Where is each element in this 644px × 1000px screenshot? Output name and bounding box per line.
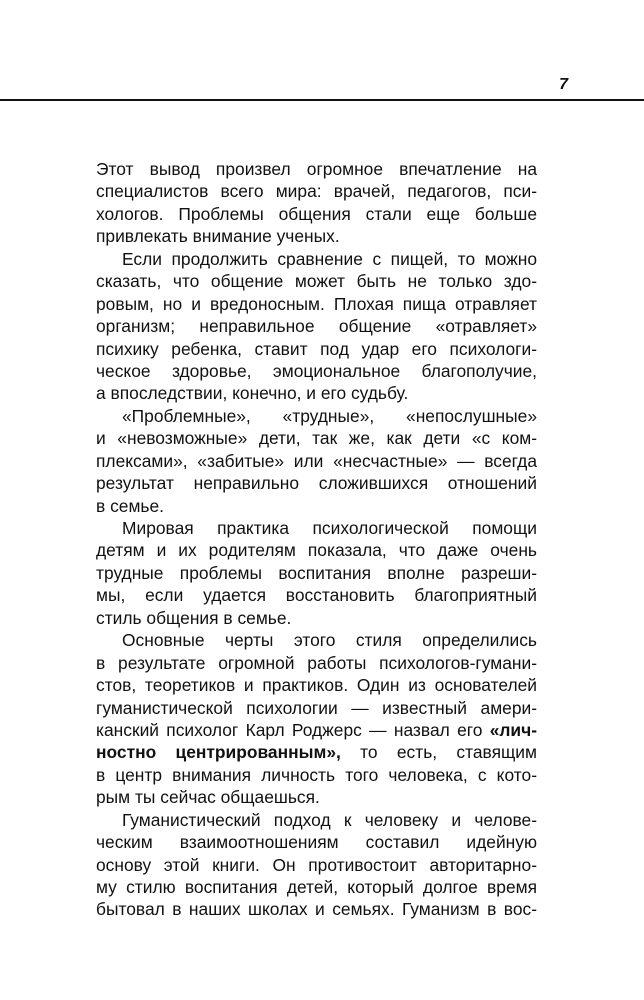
text-line: и «невозможные» дети, так же, как дети «с ком- <box>96 428 537 449</box>
text-line: детям и их родителям показала, что даже очень <box>96 540 537 561</box>
text-line: Этот вывод произвел огромное впечатление на <box>96 159 537 179</box>
text-line: ностно центрированным», то есть, ставящим <box>96 742 537 763</box>
text-line: Если продолжить сравнение с пищей, то можно <box>122 248 537 269</box>
text-line: стиль общения в семье. <box>96 607 292 628</box>
text-line: в центр внимания личность того человека, с кото- <box>96 764 537 785</box>
text-line: трудные проблемы воспитания вполне разреши- <box>96 562 537 583</box>
text-line: ческое здоровье, эмоциональное благополучие, <box>96 360 537 381</box>
text-line: плексами», «забитые» или «несчастные» — всегда <box>96 450 537 471</box>
text-line: му стилю воспитания детей, который долгое время <box>96 877 537 897</box>
text-line: а впоследствии, конечно, и его судьбу. <box>96 383 409 404</box>
text-line: мы, если удается восстановить благоприятный <box>96 585 537 606</box>
text-line: ровым, но и вредоносным. Плохая пища отравляет <box>96 293 537 314</box>
body-text <box>96 158 537 921</box>
text-line: Мировая практика психологической помощи <box>122 518 537 538</box>
text-line: в результате огромной работы психологов-гумани- <box>96 652 537 673</box>
text-line: привлекать внимание ученых. <box>96 226 340 247</box>
text-line: основу этой книги. Он противостоит авторитарно- <box>96 854 537 875</box>
text-line: Гуманистический подход к человеку и челове- <box>122 809 537 830</box>
text-line: канский психолог Карл Роджерс — назвал его «лич- <box>96 719 537 740</box>
text-line: гуманистической психологии — известный амери- <box>96 697 537 718</box>
text-line: результат неправильно сложившихся отношений <box>96 473 537 494</box>
text-line: ческим взаимоотношениям составил идейную <box>96 832 537 853</box>
text-line: Основные черты этого стиля определились <box>122 630 537 651</box>
text-line: рым ты сейчас общаешься. <box>96 787 320 808</box>
header-rule <box>0 99 644 101</box>
text-line: в семье. <box>96 495 164 516</box>
text-line: организм; неправильное общение «отравляет» <box>96 316 537 337</box>
page-number: 7 <box>559 76 568 93</box>
text-line: специалистов всего мира: врачей, педагогов, пси- <box>96 181 537 202</box>
text-line: психику ребенка, ставит под удар его психологи- <box>96 338 537 359</box>
text-line: «Проблемные», «трудные», «непослушные» <box>122 405 537 426</box>
text-line: сказать, что общение может быть не только здо- <box>96 271 537 292</box>
text-line: хологов. Проблемы общения стали еще больше <box>96 203 537 224</box>
text-line: бытовал в наших школах и семьях. Гуманизм в вос- <box>96 899 537 920</box>
text-line: стов, теоретиков и практиков. Один из основателей <box>96 675 537 696</box>
